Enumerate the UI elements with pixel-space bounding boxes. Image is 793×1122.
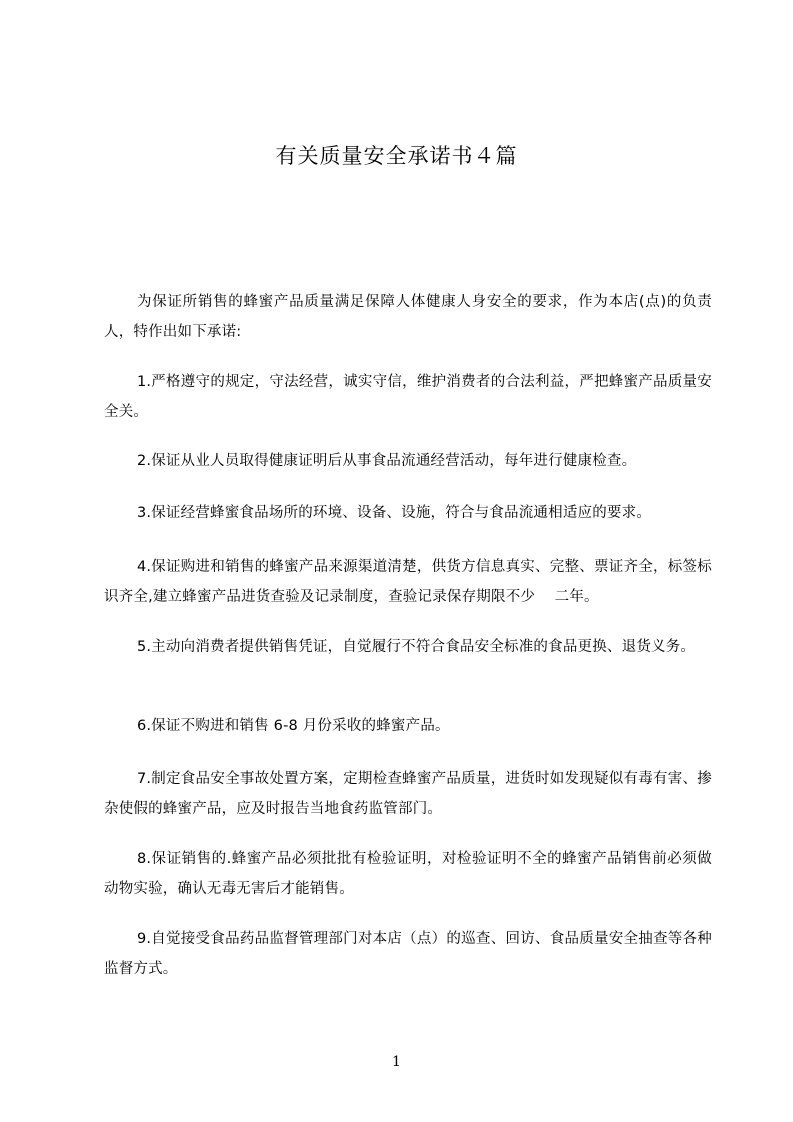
document-title: 有关质量安全承诺书４篇 xyxy=(275,144,518,168)
commitment-item-8: 8.保证销售的.蜂蜜产品必须批批有检验证明，对检验证明不全的蜂蜜产品销售前必须做动物实验，确认无毒无害后才能销售。 xyxy=(104,851,712,897)
intro-paragraph: 为保证所销售的蜂蜜产品质量满足保障人体健康人身安全的要求，作为本店(点)的负责人，特作出如下承诺: xyxy=(104,294,712,340)
commitment-item-6: 6.保证不购进和销售 6-8 月份采收的蜂蜜产品。 xyxy=(137,718,450,734)
commitment-item-2: 2.保证从业人员取得健康证明后从事食品流通经营活动，每年进行健康检查。 xyxy=(137,453,637,469)
commitment-item-3: 3.保证经营蜂蜜食品场所的环境、设备、设施，符合与食品流通相适应的要求。 xyxy=(137,505,652,521)
commitment-item-5: 5.主动向消费者提供销售凭证，自觉履行不符合食品安全标准的食品更换、退货义务。 xyxy=(137,639,696,655)
page-number: 1 xyxy=(392,1054,401,1070)
commitment-item-4: 4.保证购进和销售的蜂蜜产品来源渠道清楚，供货方信息真实、完整、票证齐全，标签标识齐全,建立蜂蜜产品进货查验及记录制度，查验记录保存期限不少 二年。 xyxy=(104,559,712,605)
commitment-item-1: 1.严格遵守的规定，守法经营，诚实守信，维护消费者的合法利益，严把蜂蜜产品质量安全关。 xyxy=(104,374,712,420)
commitment-item-9: 9.自觉接受食品药品监督管理部门对本店（点）的巡查、回访、食品质量安全抽查等各种监督方式。 xyxy=(104,931,712,977)
commitment-item-7: 7.制定食品安全事故处置方案，定期检查蜂蜜产品质量，进货时如发现疑似有毒有害、掺杂使假的蜂蜜产品，应及时报告当地食药监管部门。 xyxy=(104,771,712,817)
